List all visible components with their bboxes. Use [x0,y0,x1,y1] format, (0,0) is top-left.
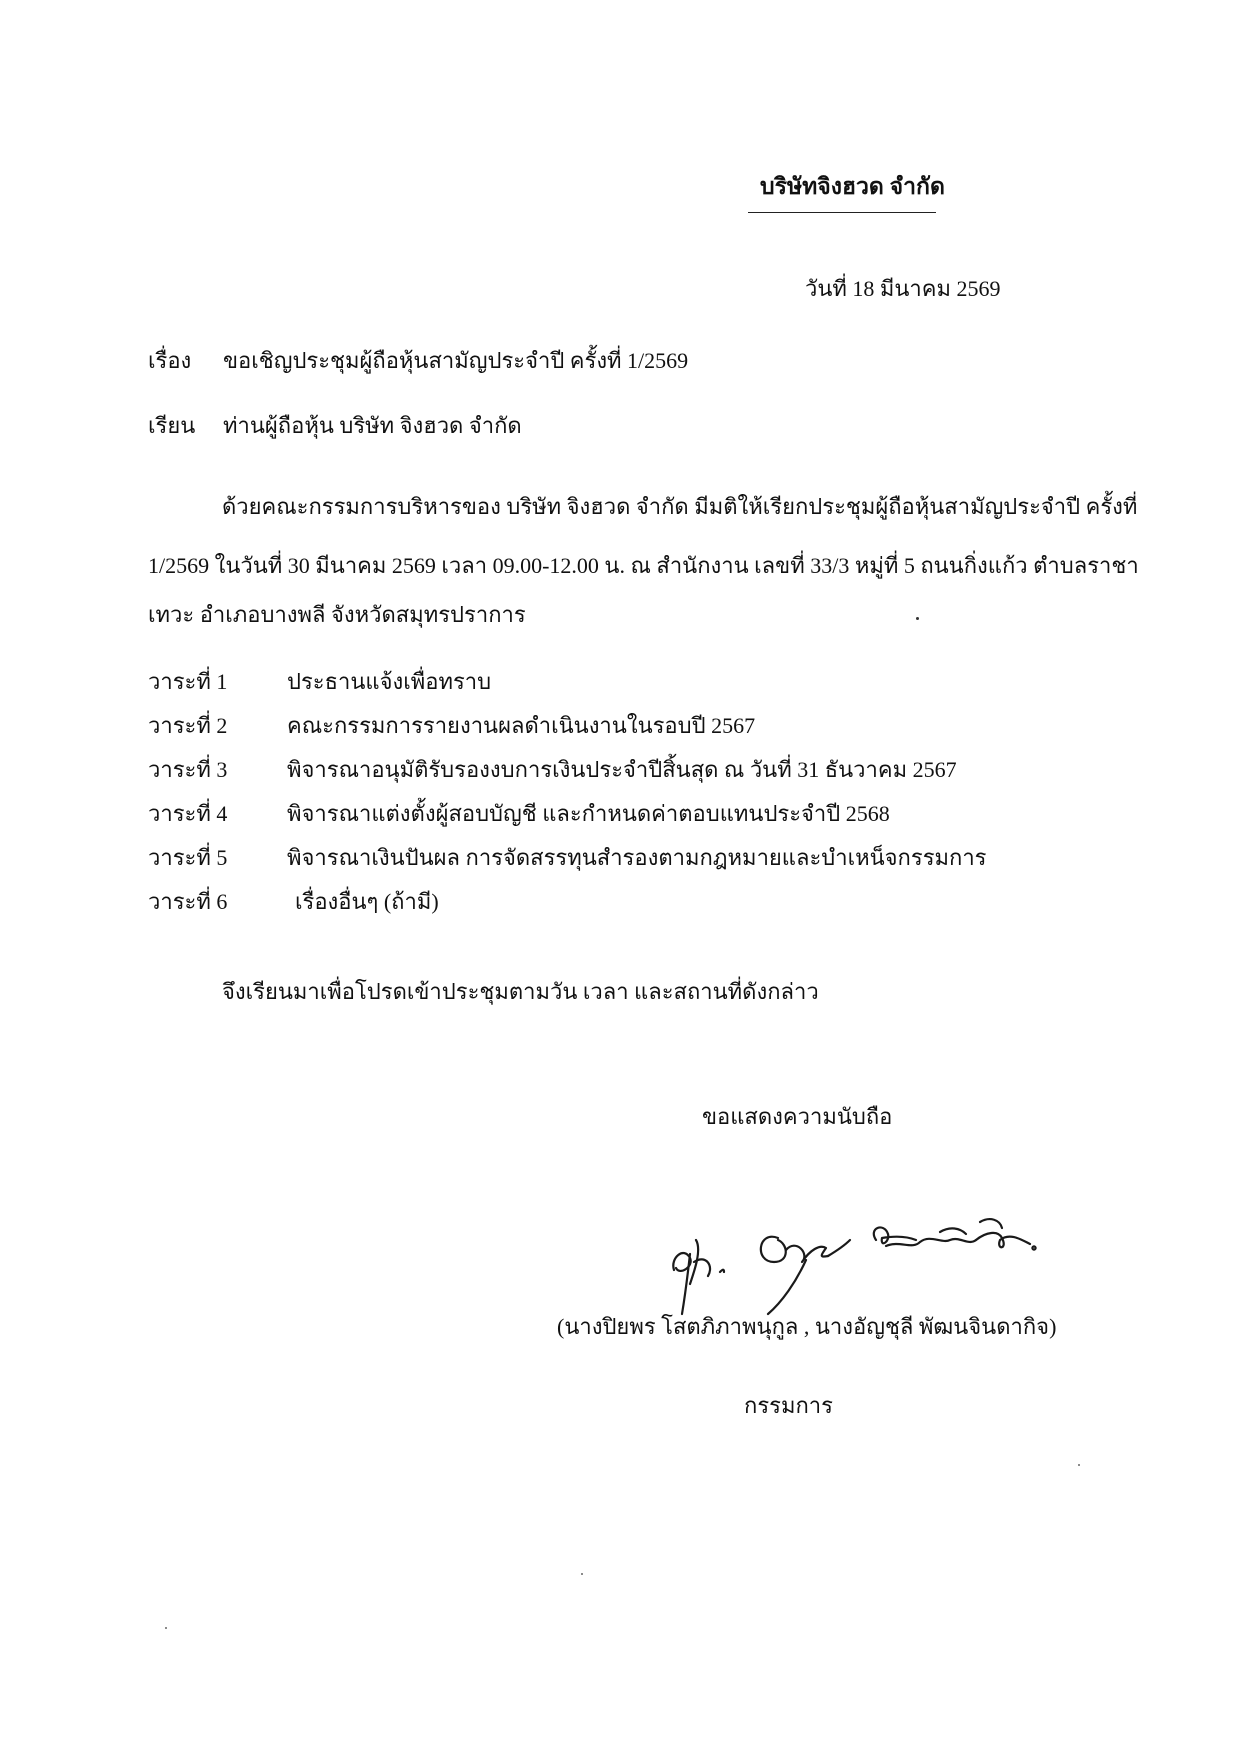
agenda-item-text: คณะกรรมการรายงานผลดำเนินงานในรอบปี 2567 [287,713,756,738]
scan-speck [165,1627,167,1629]
signature-stroke [682,1254,690,1314]
signature-stroke [874,1227,916,1243]
agenda-number: วาระที่ 6 [148,889,228,914]
letter-date: วันที่ 18 มีนาคม 2569 [805,276,1001,301]
handwritten-signatures [650,1210,1090,1320]
signature-stroke [768,1260,806,1314]
regards-line: ขอแสดงความนับถือ [702,1104,893,1129]
signature-stroke [976,1233,1030,1247]
subject-label: เรื่อง [148,348,192,373]
signature-stroke [828,1240,850,1256]
body-line-1: ด้วยคณะกรรมการบริหารของ บริษัท จิงฮวด จำกัด มีมติให้เรียกประชุมผู้ถือหุ้นสามัญประจำปี ครั้งที่ [222,494,1138,519]
agenda-number: วาระที่ 5 [148,845,228,870]
recipient-text: ท่านผู้ถือหุ้น บริษัท จิงฮวด จำกัด [223,413,522,438]
scan-speck [1078,1464,1080,1466]
signature-stroke [761,1237,786,1262]
signatory-role: กรรมการ [744,1393,833,1418]
agenda-item-text: พิจารณาแต่งตั้งผู้สอบบัญชี และกำหนดค่าตอบแทนประจำปี 2568 [287,801,890,826]
body-line-3: เทวะ อำเภอบางพลี จังหวัดสมุทรปราการ [148,602,526,627]
scan-speck [581,1573,583,1575]
agenda-item-text: เรื่องอื่นๆ (ถ้ามี) [295,889,439,914]
agenda-item-text: พิจารณาเงินปันผล การจัดสรรทุนสำรองตามกฎหมายและบำเหน็จกรรมการ [287,845,987,870]
signature-stroke [720,1270,724,1272]
closing-sentence: จึงเรียนมาเพื่อโปรดเข้าประชุมตามวัน เวลา และสถานที่ดังกล่าว [222,979,819,1004]
recipient-label: เรียน [148,413,196,438]
body-line-2: 1/2569 ในวันที่ 30 มีนาคม 2569 เวลา 09.00-12.00 น. ณ สำนักงาน เลขที่ 33/3 หมู่ที่ 5 ถนนกิ่งแก้ว ตำบลราชา [148,553,1139,578]
agenda-number: วาระที่ 4 [148,801,228,826]
agenda-number: วาระที่ 1 [148,669,228,694]
signature-stroke [980,1219,1002,1228]
signature-stroke [940,1228,966,1234]
signature-stroke [1032,1246,1035,1249]
agenda-number: วาระที่ 2 [148,713,228,738]
agenda-number: วาระที่ 3 [148,757,228,782]
company-underline [748,212,936,213]
agenda-item-text: ประธานแจ้งเพื่อทราบ [287,669,492,694]
subject-text: ขอเชิญประชุมผู้ถือหุ้นสามัญประจำปี ครั้งที่ 1/2569 [223,348,689,373]
company-name: บริษัทจิงฮวด จำกัด [760,174,945,199]
scan-speck [916,617,919,620]
signature-stroke [886,1239,976,1246]
agenda-item-text: พิจารณาอนุมัติรับรองงบการเงินประจำปีสิ้นสุด ณ วันที่ 31 ธันวาคม 2567 [287,757,957,782]
signatory-names: (นางปิยพร โสตภิภาพนุกูล , นางอัญชุลี พัฒนจินดากิจ) [557,1314,1057,1339]
